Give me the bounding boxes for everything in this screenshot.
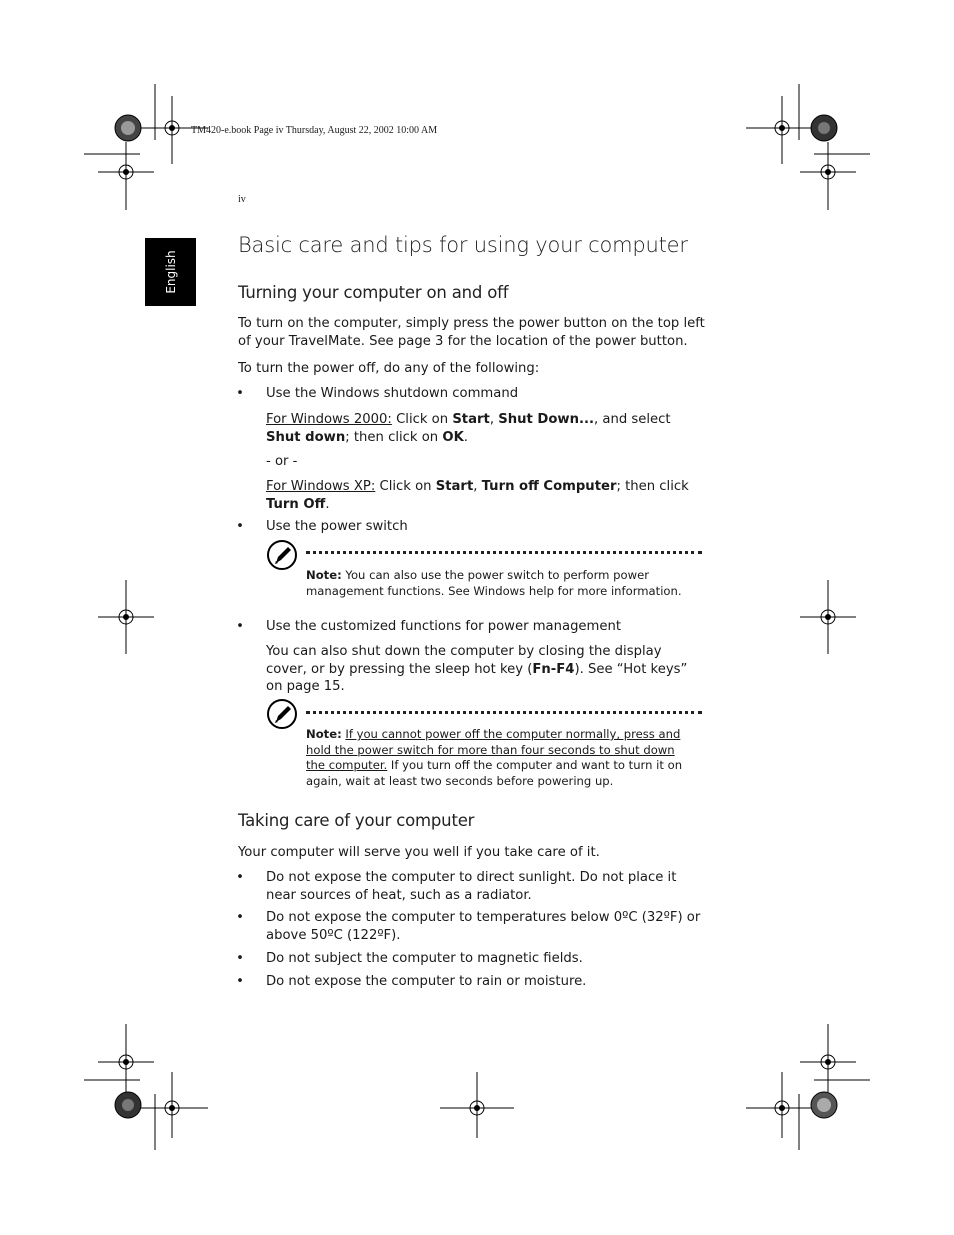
page-title: Basic care and tips for using your computer xyxy=(238,233,688,257)
file-info-header: TM420-e.book Page iv Thursday, August 22, 2002 10:00 AM xyxy=(191,125,438,136)
care-item: Do not expose the computer to temperatures below 0ºC (32ºF) or above 50ºC (122ºF). xyxy=(266,910,701,943)
paragraph-turn-off: To turn the power off, do any of the following: xyxy=(238,361,540,376)
note-divider xyxy=(306,551,702,554)
bullet-symbol: • xyxy=(236,519,244,534)
windows-2000-instructions: For Windows 2000: Click on Start, Shut Down..., and select Shut down; then click on OK. xyxy=(266,412,671,445)
note-label: Note: xyxy=(306,727,342,741)
language-tab-label: English xyxy=(164,250,178,294)
care-item: Do not expose the computer to direct sunlight. Do not place it near sources of heat, such as a radiator. xyxy=(266,870,677,903)
or-separator: - or - xyxy=(266,454,298,469)
paragraph-care-intro: Your computer will serve you well if you take care of it. xyxy=(238,845,600,860)
bullet-symbol: • xyxy=(236,619,244,634)
bullet-windows-shutdown: Use the Windows shutdown command xyxy=(266,386,519,401)
bullet-customized-functions: Use the customized functions for power management xyxy=(266,619,622,634)
bullet-symbol: • xyxy=(236,951,244,966)
windows-xp-label: For Windows XP: xyxy=(266,479,376,494)
note-divider xyxy=(306,711,702,714)
care-item: Do not subject the computer to magnetic fields. xyxy=(266,951,583,966)
section-heading-care: Taking care of your computer xyxy=(238,811,475,830)
language-tab xyxy=(145,238,196,306)
paragraph-turn-on: To turn on the computer, simply press the power button on the top left of your TravelMate. See page 3 for the location of the power button. xyxy=(238,316,705,349)
windows-xp-instructions: For Windows XP: Click on Start, Turn off Computer; then click Turn Off. xyxy=(266,479,689,512)
bullet-symbol: • xyxy=(236,974,244,989)
care-item: Do not expose the computer to rain or moisture. xyxy=(266,974,587,989)
note-label: Note: xyxy=(306,568,342,582)
page-number: iv xyxy=(238,194,246,205)
bullet-symbol: • xyxy=(236,386,244,401)
paragraph-sleep-hotkey: You can also shut down the computer by closing the display cover, or by pressing the sleep hot key (Fn-F4). See “Hot keys” on page 15. xyxy=(266,644,688,694)
bullet-symbol: • xyxy=(236,910,244,925)
note-pen-icon xyxy=(266,539,298,571)
bullet-symbol: • xyxy=(236,870,244,885)
bullet-power-switch: Use the power switch xyxy=(266,519,408,534)
note-force-shutdown: Note: If you cannot power off the computer normally, press and hold the power switch for more than four seconds to shut down the computer. If you turn off the computer and want to turn it on again, wait at least two seconds before powering up. xyxy=(306,727,683,788)
section-heading-on-off: Turning your computer on and off xyxy=(238,283,509,302)
note-pen-icon xyxy=(266,698,298,730)
note-power-switch: Note: You can also use the power switch to perform power management functions. See Windows help for more information. xyxy=(306,568,682,598)
windows-2000-label: For Windows 2000: xyxy=(266,412,392,427)
